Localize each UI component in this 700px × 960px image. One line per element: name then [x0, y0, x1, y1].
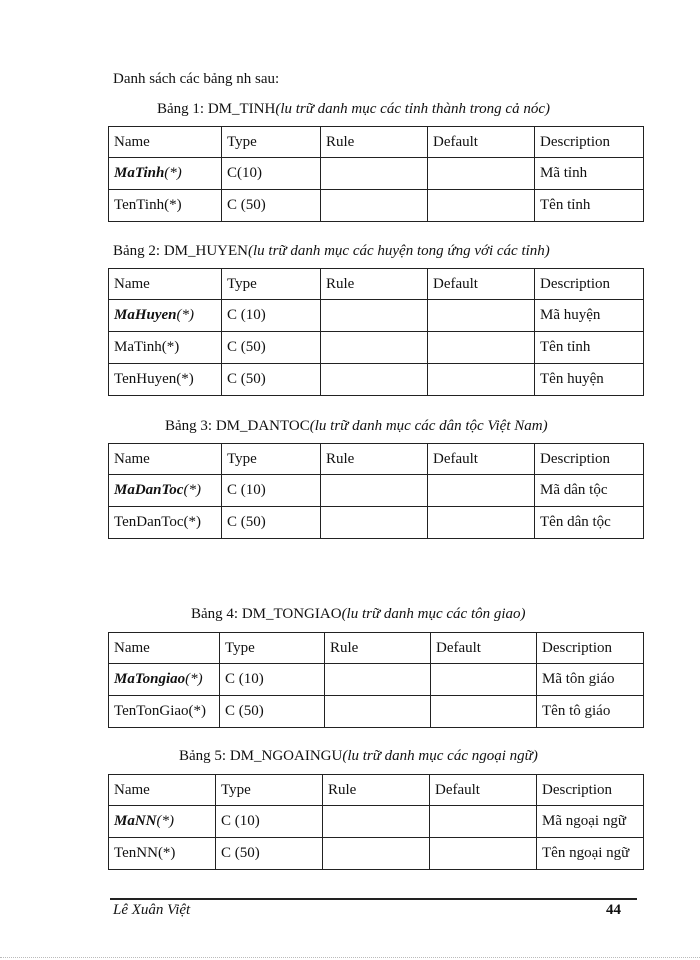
cell-type: C (50): [216, 838, 323, 870]
cell-rule: [325, 664, 431, 696]
footer-divider: [110, 898, 637, 900]
header-rule: Rule: [323, 775, 430, 806]
table-header-row: [109, 269, 644, 300]
cell-name: MaTongiao(*): [109, 664, 220, 696]
header-description: Description: [535, 269, 644, 300]
cell-name: TenTonGiao(*): [109, 696, 220, 728]
cell-name: TenTinh(*): [109, 190, 222, 222]
table-header-row: [109, 127, 644, 158]
table-header-row: [109, 444, 644, 475]
page-bottom-dotted-line: [0, 957, 700, 958]
table-4-caption: [191, 606, 526, 623]
cell-description: Tên tỉnh: [535, 190, 644, 222]
cell-type: C (50): [222, 364, 321, 396]
caption-title: Bảng 4: DM_TONGIAO: [191, 606, 342, 622]
header-type: Type: [222, 127, 321, 158]
table-5-caption: [179, 748, 538, 765]
cell-type: C (10): [222, 300, 321, 332]
cell-description: Tên ngoại ngữ: [537, 838, 644, 870]
cell-name: MaTinh(*): [109, 332, 222, 364]
cell-name: MaNN(*): [109, 806, 216, 838]
caption-note: (lu trữ danh mục các dân tộc Việt Nam): [309, 418, 548, 434]
caption-note: (lu trữ danh mục các ngoại ngữ): [342, 748, 538, 764]
caption-title: Bảng 5: DM_NGOAINGU: [179, 748, 343, 764]
header-description: Description: [537, 775, 644, 806]
cell-default: [430, 838, 537, 870]
header-default: Default: [428, 127, 535, 158]
cell-rule: [321, 190, 428, 222]
header-type: Type: [222, 269, 321, 300]
cell-rule: [323, 806, 430, 838]
footer-author: Lê Xuân Việt: [113, 902, 191, 918]
table-row: [109, 664, 644, 696]
cell-description: Tên tô giáo: [537, 696, 644, 728]
cell-type: C (50): [222, 190, 321, 222]
cell-description: Mã huyện: [535, 300, 644, 332]
header-type: Type: [216, 775, 323, 806]
cell-description: Tên huyện: [535, 364, 644, 396]
header-default: Default: [430, 775, 537, 806]
header-type: Type: [222, 444, 321, 475]
cell-default: [428, 190, 535, 222]
header-description: Description: [537, 633, 644, 664]
header-rule: Rule: [321, 127, 428, 158]
cell-description: Mã ngoại ngữ: [537, 806, 644, 838]
header-name: Name: [109, 633, 220, 664]
table-dm-ngoaingu: [108, 774, 644, 870]
cell-default: [428, 158, 535, 190]
table-dm-tinh: [108, 126, 644, 222]
cell-name: MaTinh(*): [109, 158, 222, 190]
table-row: [109, 806, 644, 838]
header-description: Description: [535, 444, 644, 475]
cell-rule: [321, 475, 428, 507]
intro-text: Danh sách các bảng nh sau:: [113, 71, 280, 87]
cell-name: MaDanToc(*): [109, 475, 222, 507]
cell-description: Mã tôn giáo: [537, 664, 644, 696]
table-row: [109, 364, 644, 396]
header-name: Name: [109, 269, 222, 300]
table-row: [109, 158, 644, 190]
table-header-row: [109, 775, 644, 806]
cell-default: [428, 332, 535, 364]
cell-name: MaHuyen(*): [109, 300, 222, 332]
cell-rule: [321, 300, 428, 332]
table-dm-tongiao: [108, 632, 644, 728]
caption-title: Bảng 2: DM_HUYEN: [113, 243, 248, 259]
cell-description: Tên tỉnh: [535, 332, 644, 364]
cell-type: C (50): [220, 696, 325, 728]
cell-default: [430, 806, 537, 838]
page-number: 44: [606, 902, 621, 918]
cell-rule: [325, 696, 431, 728]
header-name: Name: [109, 775, 216, 806]
cell-rule: [321, 332, 428, 364]
caption-title: Bảng 1: DM_TINH: [157, 101, 276, 117]
cell-default: [428, 300, 535, 332]
cell-name: TenNN(*): [109, 838, 216, 870]
table-row: [109, 190, 644, 222]
cell-default: [428, 507, 535, 539]
header-name: Name: [109, 444, 222, 475]
caption-note: (lu trữ danh mục các huyện tong ứng với các tỉnh): [248, 243, 550, 259]
cell-type: C (10): [220, 664, 325, 696]
cell-default: [431, 664, 537, 696]
header-description: Description: [535, 127, 644, 158]
table-3-caption: [165, 418, 548, 435]
table-row: [109, 475, 644, 507]
cell-type: C (50): [222, 332, 321, 364]
table-row: [109, 332, 644, 364]
cell-type: C (10): [216, 806, 323, 838]
header-default: Default: [431, 633, 537, 664]
cell-description: Tên dân tộc: [535, 507, 644, 539]
cell-default: [428, 364, 535, 396]
header-name: Name: [109, 127, 222, 158]
header-rule: Rule: [321, 444, 428, 475]
cell-type: C (10): [222, 475, 321, 507]
cell-name: TenHuyen(*): [109, 364, 222, 396]
table-row: [109, 507, 644, 539]
table-dm-huyen: [108, 268, 644, 396]
table-row: [109, 696, 644, 728]
cell-type: C(10): [222, 158, 321, 190]
cell-rule: [321, 364, 428, 396]
table-1-caption: [157, 101, 550, 118]
table-row: [109, 838, 644, 870]
cell-rule: [321, 158, 428, 190]
header-default: Default: [428, 444, 535, 475]
cell-default: [431, 696, 537, 728]
table-row: [109, 300, 644, 332]
header-default: Default: [428, 269, 535, 300]
table-header-row: [109, 633, 644, 664]
header-type: Type: [220, 633, 325, 664]
cell-rule: [323, 838, 430, 870]
cell-default: [428, 475, 535, 507]
table-2-caption: [113, 243, 550, 260]
caption-note: (lu trữ danh mục các tỉnh thành trong cả nóc): [275, 101, 550, 117]
header-rule: Rule: [321, 269, 428, 300]
header-rule: Rule: [325, 633, 431, 664]
cell-type: C (50): [222, 507, 321, 539]
cell-name: TenDanToc(*): [109, 507, 222, 539]
cell-description: Mã dân tộc: [535, 475, 644, 507]
table-dm-dantoc: [108, 443, 644, 539]
cell-description: Mã tỉnh: [535, 158, 644, 190]
caption-note: (lu trữ danh mục các tôn giao): [341, 606, 526, 622]
cell-rule: [321, 507, 428, 539]
caption-title: Bảng 3: DM_DANTOC: [165, 418, 310, 434]
